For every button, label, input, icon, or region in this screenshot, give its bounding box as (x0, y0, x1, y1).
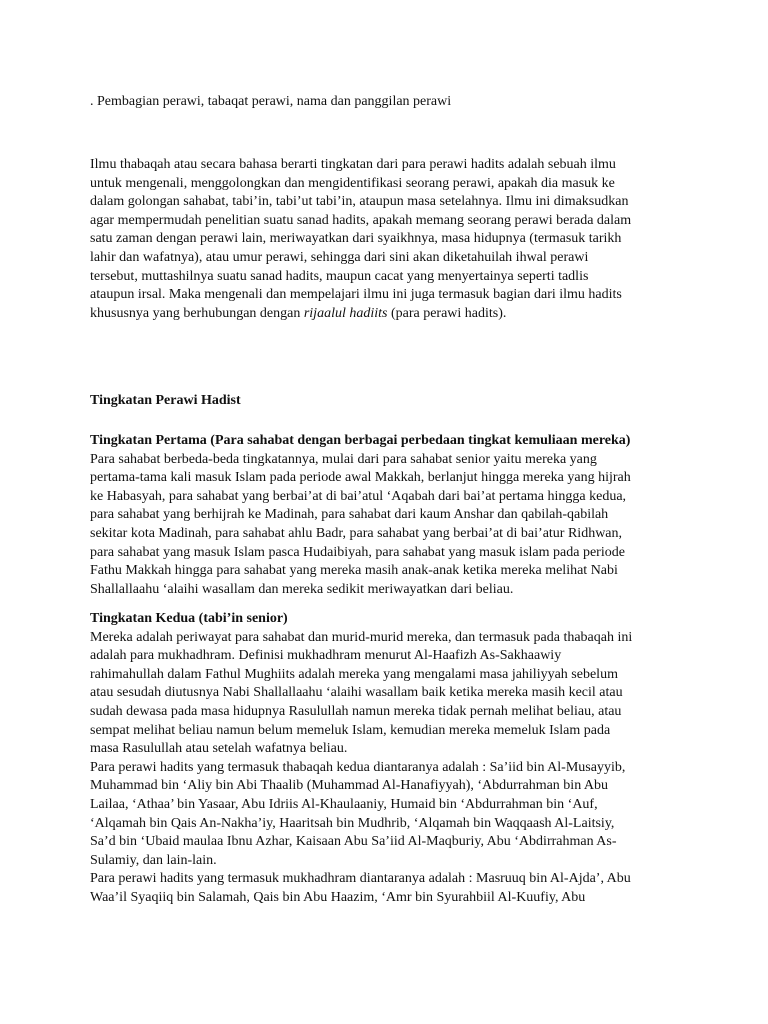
paragraph-line: Lailaa, ‘Athaa’ bin Yasaar, Abu Idriis Al-Khaulaaniy, Humaid bin ‘Abdurrahman bin ‘Auf, (90, 796, 598, 812)
intro-line: lahir dan wafatnya), atau umur perawi, sehingga dari sini akan diketahuilah ihwal perawi (90, 249, 589, 265)
intro-italic-term: rijaalul hadiits (303, 305, 388, 321)
paragraph-line: Para sahabat berbeda-beda tingkatannya, mulai dari para sahabat senior yaitu mereka yang (90, 451, 597, 467)
paragraph-line: adalah para mukhadhram. Definisi mukhadhram menurut Al-Haafizh As-Sakhaawiy (90, 648, 562, 664)
paragraph-line: Mereka adalah periwayat para sahabat dan murid-murid mereka, dan termasuk pada thabaqah ini (90, 629, 633, 645)
tingkatan-pertama-section (90, 432, 690, 599)
intro-line: agar mempermudah penelitian suatu sanad hadits, apakah memang seorang perawi berada dalam (90, 212, 632, 228)
intro-line: ataupun irsal. Maka mengenali dan mempelajari ilmu ini juga termasuk bagian dari ilmu hadits (90, 287, 622, 303)
document-page (90, 0, 690, 1024)
intro-paragraph (90, 156, 690, 323)
paragraph-line: sudah dewasa pada masa hidupnya Rasulullah namun mereka tidak pernah melihat beliau, atau (90, 703, 622, 719)
intro-last-text: khususnya yang berhubungan dengan (90, 305, 304, 321)
paragraph-line: rahimahullah dalam Fathul Mughiits adalah mereka yang mengalami masa jahiliyyah sebelum (90, 666, 618, 682)
document-title-line: . Pembagian perawi, tabaqat perawi, nama dan panggilan perawi (90, 94, 452, 109)
paragraph-line: para sahabat yang masuk Islam pasca Hudaibiyah, para sahabat yang masuk islam pada periode (90, 544, 625, 560)
paragraph-line: para sahabat yang berhijrah ke Madinah, para sahabat dari kaum Anshar dan qabilah-qabilah (90, 507, 609, 523)
paragraph-line: ke Habasyah, para sahabat yang berbai’at di bai’atul ‘Aqabah dari bai’at pertama hingga kedua, (90, 488, 627, 504)
intro-last-text-end: (para perawi hadits). (387, 305, 507, 321)
paragraph-line: Sulamiy, dan lain-lain. (90, 852, 217, 868)
paragraph-line: Waa’il Syaqiiq bin Salamah, Qais bin Abu Haazim, ‘Amr bin Syurahbiil Al-Kuufiy, Abu (90, 889, 586, 905)
intro-last-line (90, 305, 690, 324)
paragraph-line: Sa’d bin ‘Ubaid maulaa Ibnu Azhar, Kaisaan Abu Sa’iid Al-Maqburiy, Abu ‘Abdirrahman As- (90, 834, 617, 850)
paragraph-line: ‘Alqamah bin Qais An-Nakha’iy, Haaritsah bin Mudhrib, ‘Alqamah bin Waqqaash Al-Laitsiy, (90, 815, 615, 831)
tingkatan-kedua-heading: Tingkatan Kedua (tabi’in senior) (90, 611, 288, 626)
paragraph-line: Para perawi hadits yang termasuk thabaqah kedua diantaranya adalah : Sa’iid bin Al-Musayyib, (90, 759, 626, 775)
intro-line: untuk mengenali, menggolongkan dan mengidentifikasi seorang perawi, apakah dia masuk ke (90, 175, 615, 191)
paragraph-line: Para perawi hadits yang termasuk mukhadhram diantaranya adalah : Masruuq bin Al-Ajda’, Abu (90, 871, 631, 887)
tingkatan-pertama-heading: Tingkatan Pertama (Para sahabat dengan berbagai perbedaan tingkat kemuliaan mereka) (90, 433, 631, 448)
intro-line: Ilmu thabaqah atau secara bahasa berarti tingkatan dari para perawi hadits adalah sebuah ilmu (90, 157, 616, 172)
intro-line: satu zaman dengan perawi lain, meriwayatkan dari syaikhnya, masa hidupnya (termasuk tarikh (90, 231, 622, 247)
paragraph-line: pertama-tama kali masuk Islam pada periode awal Makkah, berlanjut hingga mereka yang hijrah (90, 470, 631, 486)
tingkatan-kedua-section (90, 610, 690, 908)
paragraph-line: masa Rasulullah atau setelah wafatnya beliau. (90, 741, 348, 757)
paragraph-line: Muhammad bin ‘Aliy bin Abi Thaalib (Muhammad Al-Hanafiyyah), ‘Abdurrahman bin Abu (90, 778, 609, 794)
paragraph-line: atau sesudah diutusnya Nabi Shallallaahu ‘alaihi wasallam baik ketika mereka masih kecil atau (90, 685, 623, 701)
paragraph-line: sekitar kota Madinah, para sahabat ahlu Badr, para sahabat yang berbai’at di bai’atur Ridhwan, (90, 525, 623, 541)
section-heading: Tingkatan Perawi Hadist (90, 393, 241, 408)
paragraph-line: Fathu Makkah hingga para sahabat yang mereka masih anak-anak ketika mereka melihat Nabi (90, 563, 618, 579)
paragraph-line: sempat melihat beliau namun belum memeluk Islam, kemudian mereka memeluk Islam pada (90, 722, 611, 738)
intro-line: dalam golongan sahabat, tabi’in, tabi’ut tabi’in, ataupun masa setelahnya. Ilmu ini dimaksudkan (90, 194, 629, 210)
paragraph-line: Shallallaahu ‘alaihi wasallam dan mereka sedikit meriwayatkan dari beliau. (90, 581, 514, 597)
intro-line: tersebut, muttashilnya suatu sanad hadits, maupun cacat yang menyertainya seperti tadlis (90, 268, 589, 284)
